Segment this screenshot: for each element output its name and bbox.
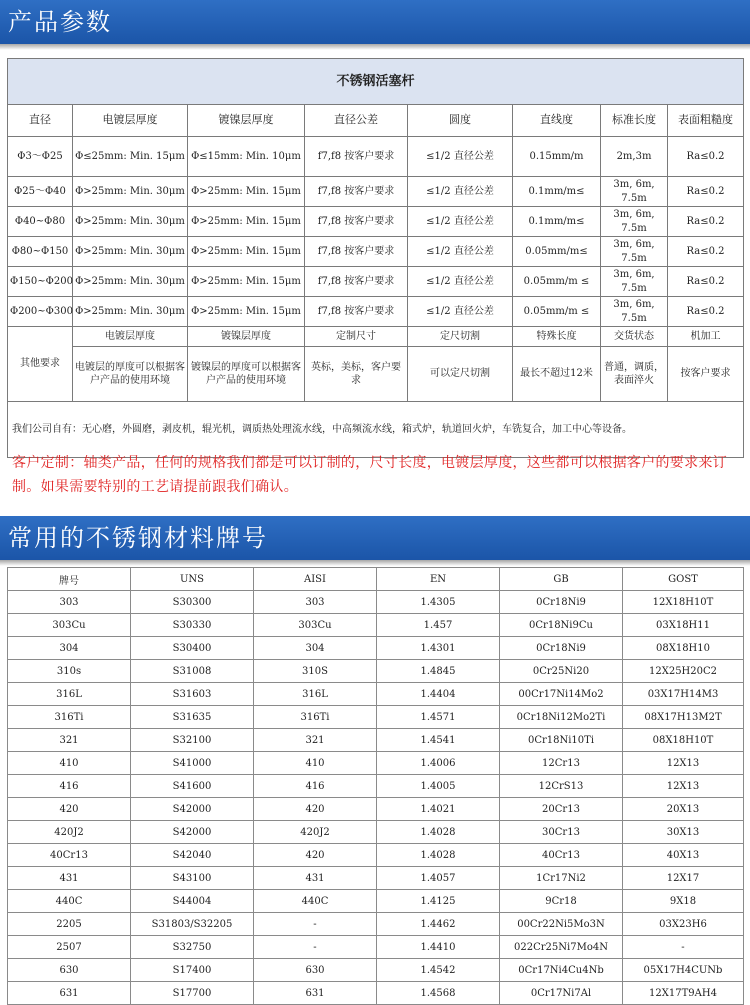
- header-cell: 标准长度: [601, 105, 668, 137]
- cell: S32750: [131, 936, 254, 959]
- header-cell: 表面粗糙度: [668, 105, 744, 137]
- cell: 1.4125: [377, 890, 500, 913]
- cell: ≤1/2 直径公差: [408, 177, 513, 207]
- table-row: [8, 591, 744, 614]
- cell: 1.4462: [377, 913, 500, 936]
- cell: Φ40~Φ80: [8, 207, 73, 237]
- cell: 431: [254, 867, 377, 890]
- cell: 1.4568: [377, 982, 500, 1005]
- cell: 1.4571: [377, 706, 500, 729]
- other-requirements-label: 其他要求: [8, 327, 73, 402]
- cell: 1.4028: [377, 821, 500, 844]
- section-title: 常用的不锈钢材料牌号: [8, 524, 268, 552]
- cell: Ra≤0.2: [668, 137, 744, 177]
- cell: 316L: [8, 683, 131, 706]
- cell: 00Cr22Ni5Mo3N: [500, 913, 623, 936]
- cell: -: [623, 936, 744, 959]
- cell: 310S: [254, 660, 377, 683]
- cell: S41600: [131, 775, 254, 798]
- cell: 1.4845: [377, 660, 500, 683]
- cell: Φ>25mm: Min. 15μm: [188, 177, 305, 207]
- cell: 316Ti: [254, 706, 377, 729]
- header-cell: 特殊长度: [513, 327, 601, 347]
- cell: 0Cr17Ni4Cu4Nb: [500, 959, 623, 982]
- cell: 410: [254, 752, 377, 775]
- header-cell: GB: [500, 568, 623, 591]
- cell: Φ>25mm: Min. 15μm: [188, 297, 305, 327]
- table-row: [8, 752, 744, 775]
- table-row: [8, 821, 744, 844]
- cell: 1.4021: [377, 798, 500, 821]
- cell: 08X18H10T: [623, 729, 744, 752]
- cell: 410: [8, 752, 131, 775]
- cell: 1.4542: [377, 959, 500, 982]
- cell: Φ>25mm: Min. 15μm: [188, 207, 305, 237]
- cell: 03X18H11: [623, 614, 744, 637]
- params-row: [8, 137, 744, 177]
- cell: S17700: [131, 982, 254, 1005]
- cell: 3m, 6m, 7.5m: [601, 237, 668, 267]
- cell: 05X17H4CUNb: [623, 959, 744, 982]
- cell: 416: [8, 775, 131, 798]
- params-row: [8, 267, 744, 297]
- cell: ≤1/2 直径公差: [408, 237, 513, 267]
- cell: ≤1/2 直径公差: [408, 267, 513, 297]
- cell: ≤1/2 直径公差: [408, 137, 513, 177]
- cell: 630: [254, 959, 377, 982]
- cell: 12Cr13: [500, 752, 623, 775]
- cell: S42040: [131, 844, 254, 867]
- table-row: [8, 614, 744, 637]
- cell: Ra≤0.2: [668, 267, 744, 297]
- cell: -: [254, 936, 377, 959]
- cell: 1.4057: [377, 867, 500, 890]
- cell: 12X25H20C2: [623, 660, 744, 683]
- cell: 电镀层的厚度可以根据客户产品的使用环境: [73, 347, 188, 402]
- cell: 英标，美标，客户要求: [305, 347, 408, 402]
- table-row: [8, 867, 744, 890]
- cell: 20X13: [623, 798, 744, 821]
- cell: 431: [8, 867, 131, 890]
- cell: S31803/S32205: [131, 913, 254, 936]
- cell: 20Cr13: [500, 798, 623, 821]
- cell: S31603: [131, 683, 254, 706]
- cell: 03X17H14M3: [623, 683, 744, 706]
- table-row: [8, 936, 744, 959]
- cell: S41000: [131, 752, 254, 775]
- cell: 303: [254, 591, 377, 614]
- cell: S43100: [131, 867, 254, 890]
- cell: 2507: [8, 936, 131, 959]
- cell: 1Cr17Ni2: [500, 867, 623, 890]
- cell: 08X17H13M2T: [623, 706, 744, 729]
- header-cell: 牌号: [8, 568, 131, 591]
- header-cell: AISI: [254, 568, 377, 591]
- cell: Φ>25mm: Min. 30μm: [73, 297, 188, 327]
- cell: 1.4410: [377, 936, 500, 959]
- section-header-product-params: [0, 0, 750, 44]
- cell: 316Ti: [8, 706, 131, 729]
- cell: 00Cr17Ni14Mo2: [500, 683, 623, 706]
- cell: Φ≤15mm: Min. 10μm: [188, 137, 305, 177]
- cell: 022Cr25Ni7Mo4N: [500, 936, 623, 959]
- cell: S44004: [131, 890, 254, 913]
- cell: S31008: [131, 660, 254, 683]
- cell: 3m, 6m, 7.5m: [601, 207, 668, 237]
- header-cell: EN: [377, 568, 500, 591]
- header-cell: 直线度: [513, 105, 601, 137]
- cell: 普通，调质，表面淬火: [601, 347, 668, 402]
- cell: 0Cr18Ni10Ti: [500, 729, 623, 752]
- cell: 镀镍层的厚度可以根据客户产品的使用环境: [188, 347, 305, 402]
- cell: 可以定尺切割: [408, 347, 513, 402]
- cell: 303Cu: [254, 614, 377, 637]
- cell: 304: [8, 637, 131, 660]
- cell: 12X18H10T: [623, 591, 744, 614]
- table-row: [8, 913, 744, 936]
- cell: Φ>25mm: Min. 30μm: [73, 177, 188, 207]
- cell: 1.4006: [377, 752, 500, 775]
- cell: 12X13: [623, 752, 744, 775]
- cell: 12X17T9AH4: [623, 982, 744, 1005]
- cell: Φ25～Φ40: [8, 177, 73, 207]
- cell: 3m, 6m, 7.5m: [601, 297, 668, 327]
- cell: Φ150~Φ200: [8, 267, 73, 297]
- cell: Ra≤0.2: [668, 177, 744, 207]
- table-row: [8, 798, 744, 821]
- cell: 1.4301: [377, 637, 500, 660]
- cell: 0Cr25Ni20: [500, 660, 623, 683]
- cell: 420: [8, 798, 131, 821]
- table-row: [8, 660, 744, 683]
- params-row: [8, 237, 744, 267]
- cell: 440C: [254, 890, 377, 913]
- cell: f7,f8 按客户要求: [305, 207, 408, 237]
- cell: 304: [254, 637, 377, 660]
- cell: Φ200~Φ300: [8, 297, 73, 327]
- cell: 420J2: [254, 821, 377, 844]
- table-row: [8, 637, 744, 660]
- table-row: [8, 706, 744, 729]
- company-equipment-row: [8, 402, 744, 458]
- cell: 9Cr18: [500, 890, 623, 913]
- header-cell: 定尺切割: [408, 327, 513, 347]
- table-row: [8, 890, 744, 913]
- table-row: [8, 982, 744, 1005]
- cell: S31635: [131, 706, 254, 729]
- table-row: [8, 729, 744, 752]
- header-cell: 电镀层厚度: [73, 105, 188, 137]
- cell: Φ80~Φ150: [8, 237, 73, 267]
- cell: 1.4005: [377, 775, 500, 798]
- cell: ≤1/2 直径公差: [408, 207, 513, 237]
- cell: Ra≤0.2: [668, 207, 744, 237]
- cell: 1.4404: [377, 683, 500, 706]
- cell: 08X18H10: [623, 637, 744, 660]
- cell: 321: [254, 729, 377, 752]
- header-divider: [0, 44, 750, 50]
- cell: 631: [8, 982, 131, 1005]
- cell: 30X13: [623, 821, 744, 844]
- cell: 9X18: [623, 890, 744, 913]
- cell: 1.4541: [377, 729, 500, 752]
- cell: f7,f8 按客户要求: [305, 177, 408, 207]
- cell: Φ>25mm: Min. 30μm: [73, 207, 188, 237]
- cell: Φ>25mm: Min. 30μm: [73, 237, 188, 267]
- cell: Φ>25mm: Min. 15μm: [188, 237, 305, 267]
- customization-note: 客户定制：轴类产品，任何的规格我们都是可以订制的，尺寸长度，电镀层厚度，这些都可以根据客户的要求来订制。如果需要特别的工艺请提前跟我们确认。: [12, 455, 727, 495]
- cell: 3m, 6m, 7.5m: [601, 177, 668, 207]
- cell: 316L: [254, 683, 377, 706]
- cell: 420: [254, 844, 377, 867]
- cell: 40Cr13: [8, 844, 131, 867]
- cell: 0.15mm/m: [513, 137, 601, 177]
- other-requirements-row: [8, 347, 744, 402]
- cell: 12X17: [623, 867, 744, 890]
- cell: 420J2: [8, 821, 131, 844]
- cell: 3m, 6m, 7.5m: [601, 267, 668, 297]
- cell: Φ>25mm: Min. 30μm: [73, 267, 188, 297]
- header-cell: 圆度: [408, 105, 513, 137]
- cell: 最长不超过12米: [513, 347, 601, 402]
- cell: 30Cr13: [500, 821, 623, 844]
- cell: 按客户要求: [668, 347, 744, 402]
- cell: 0.05mm/m ≤: [513, 297, 601, 327]
- other-requirements-header-row: [8, 327, 744, 347]
- header-cell: 镀镍层厚度: [188, 327, 305, 347]
- params-header-row: [8, 105, 744, 137]
- cell: 2205: [8, 913, 131, 936]
- section-header-grades: [0, 516, 750, 560]
- cell: S32100: [131, 729, 254, 752]
- cell: Φ3～Φ25: [8, 137, 73, 177]
- cell: 0Cr18Ni9: [500, 637, 623, 660]
- cell: 2m,3m: [601, 137, 668, 177]
- cell: 1.457: [377, 614, 500, 637]
- cell: S17400: [131, 959, 254, 982]
- section-title: 产品参数: [8, 8, 112, 36]
- cell: Φ>25mm: Min. 15μm: [188, 267, 305, 297]
- cell: S30330: [131, 614, 254, 637]
- header-cell: 电镀层厚度: [73, 327, 188, 347]
- cell: 0.05mm/m≤: [513, 237, 601, 267]
- table-row: [8, 775, 744, 798]
- cell: f7,f8 按客户要求: [305, 137, 408, 177]
- cell: Ra≤0.2: [668, 297, 744, 327]
- table-row: [8, 683, 744, 706]
- cell: S42000: [131, 798, 254, 821]
- cell: 321: [8, 729, 131, 752]
- cell: 03X23H6: [623, 913, 744, 936]
- header-cell: 交货状态: [601, 327, 668, 347]
- params-row: [8, 207, 744, 237]
- cell: 440C: [8, 890, 131, 913]
- header-cell: 镀镍层厚度: [188, 105, 305, 137]
- params-row: [8, 297, 744, 327]
- cell: 1.4305: [377, 591, 500, 614]
- cell: 0.05mm/m ≤: [513, 267, 601, 297]
- cell: 0Cr18Ni9: [500, 591, 623, 614]
- table-row: [8, 844, 744, 867]
- cell: 303: [8, 591, 131, 614]
- params-table-title: 不锈钢活塞杆: [8, 59, 744, 105]
- cell: 40X13: [623, 844, 744, 867]
- header-cell: 机加工: [668, 327, 744, 347]
- header-cell: 定制尺寸: [305, 327, 408, 347]
- cell: 0Cr17Ni7Al: [500, 982, 623, 1005]
- header-divider: [0, 560, 750, 566]
- cell: S42000: [131, 821, 254, 844]
- header-cell: 直径: [8, 105, 73, 137]
- cell: Φ≤25mm: Min. 15μm: [73, 137, 188, 177]
- cell: 12X13: [623, 775, 744, 798]
- cell: 630: [8, 959, 131, 982]
- cell: 0Cr18Ni12Mo2Ti: [500, 706, 623, 729]
- table-row: [8, 959, 744, 982]
- cell: S30400: [131, 637, 254, 660]
- cell: 0.1mm/m≤: [513, 207, 601, 237]
- cell: f7,f8 按客户要求: [305, 267, 408, 297]
- cell: 1.4028: [377, 844, 500, 867]
- header-cell: 直径公差: [305, 105, 408, 137]
- header-cell: GOST: [623, 568, 744, 591]
- company-equipment-text: 我们公司自有：无心磨，外圆磨，剥皮机，辊光机，调质热处理流水线，中高频流水线，箱式炉，轨道回火炉，车铣复合，加工中心等设备。: [8, 402, 744, 458]
- cell: 303Cu: [8, 614, 131, 637]
- cell: -: [254, 913, 377, 936]
- header-cell: UNS: [131, 568, 254, 591]
- params-table: [7, 58, 744, 458]
- params-row: [8, 177, 744, 207]
- cell: 631: [254, 982, 377, 1005]
- cell: S30300: [131, 591, 254, 614]
- cell: Ra≤0.2: [668, 237, 744, 267]
- cell: 12CrS13: [500, 775, 623, 798]
- cell: 40Cr13: [500, 844, 623, 867]
- cell: 0Cr18Ni9Cu: [500, 614, 623, 637]
- cell: 310s: [8, 660, 131, 683]
- grades-header-row: [8, 568, 744, 591]
- cell: 416: [254, 775, 377, 798]
- cell: ≤1/2 直径公差: [408, 297, 513, 327]
- cell: 420: [254, 798, 377, 821]
- cell: 0.1mm/m≤: [513, 177, 601, 207]
- cell: f7,f8 按客户要求: [305, 297, 408, 327]
- cell: f7,f8 按客户要求: [305, 237, 408, 267]
- grades-table: [7, 567, 744, 1005]
